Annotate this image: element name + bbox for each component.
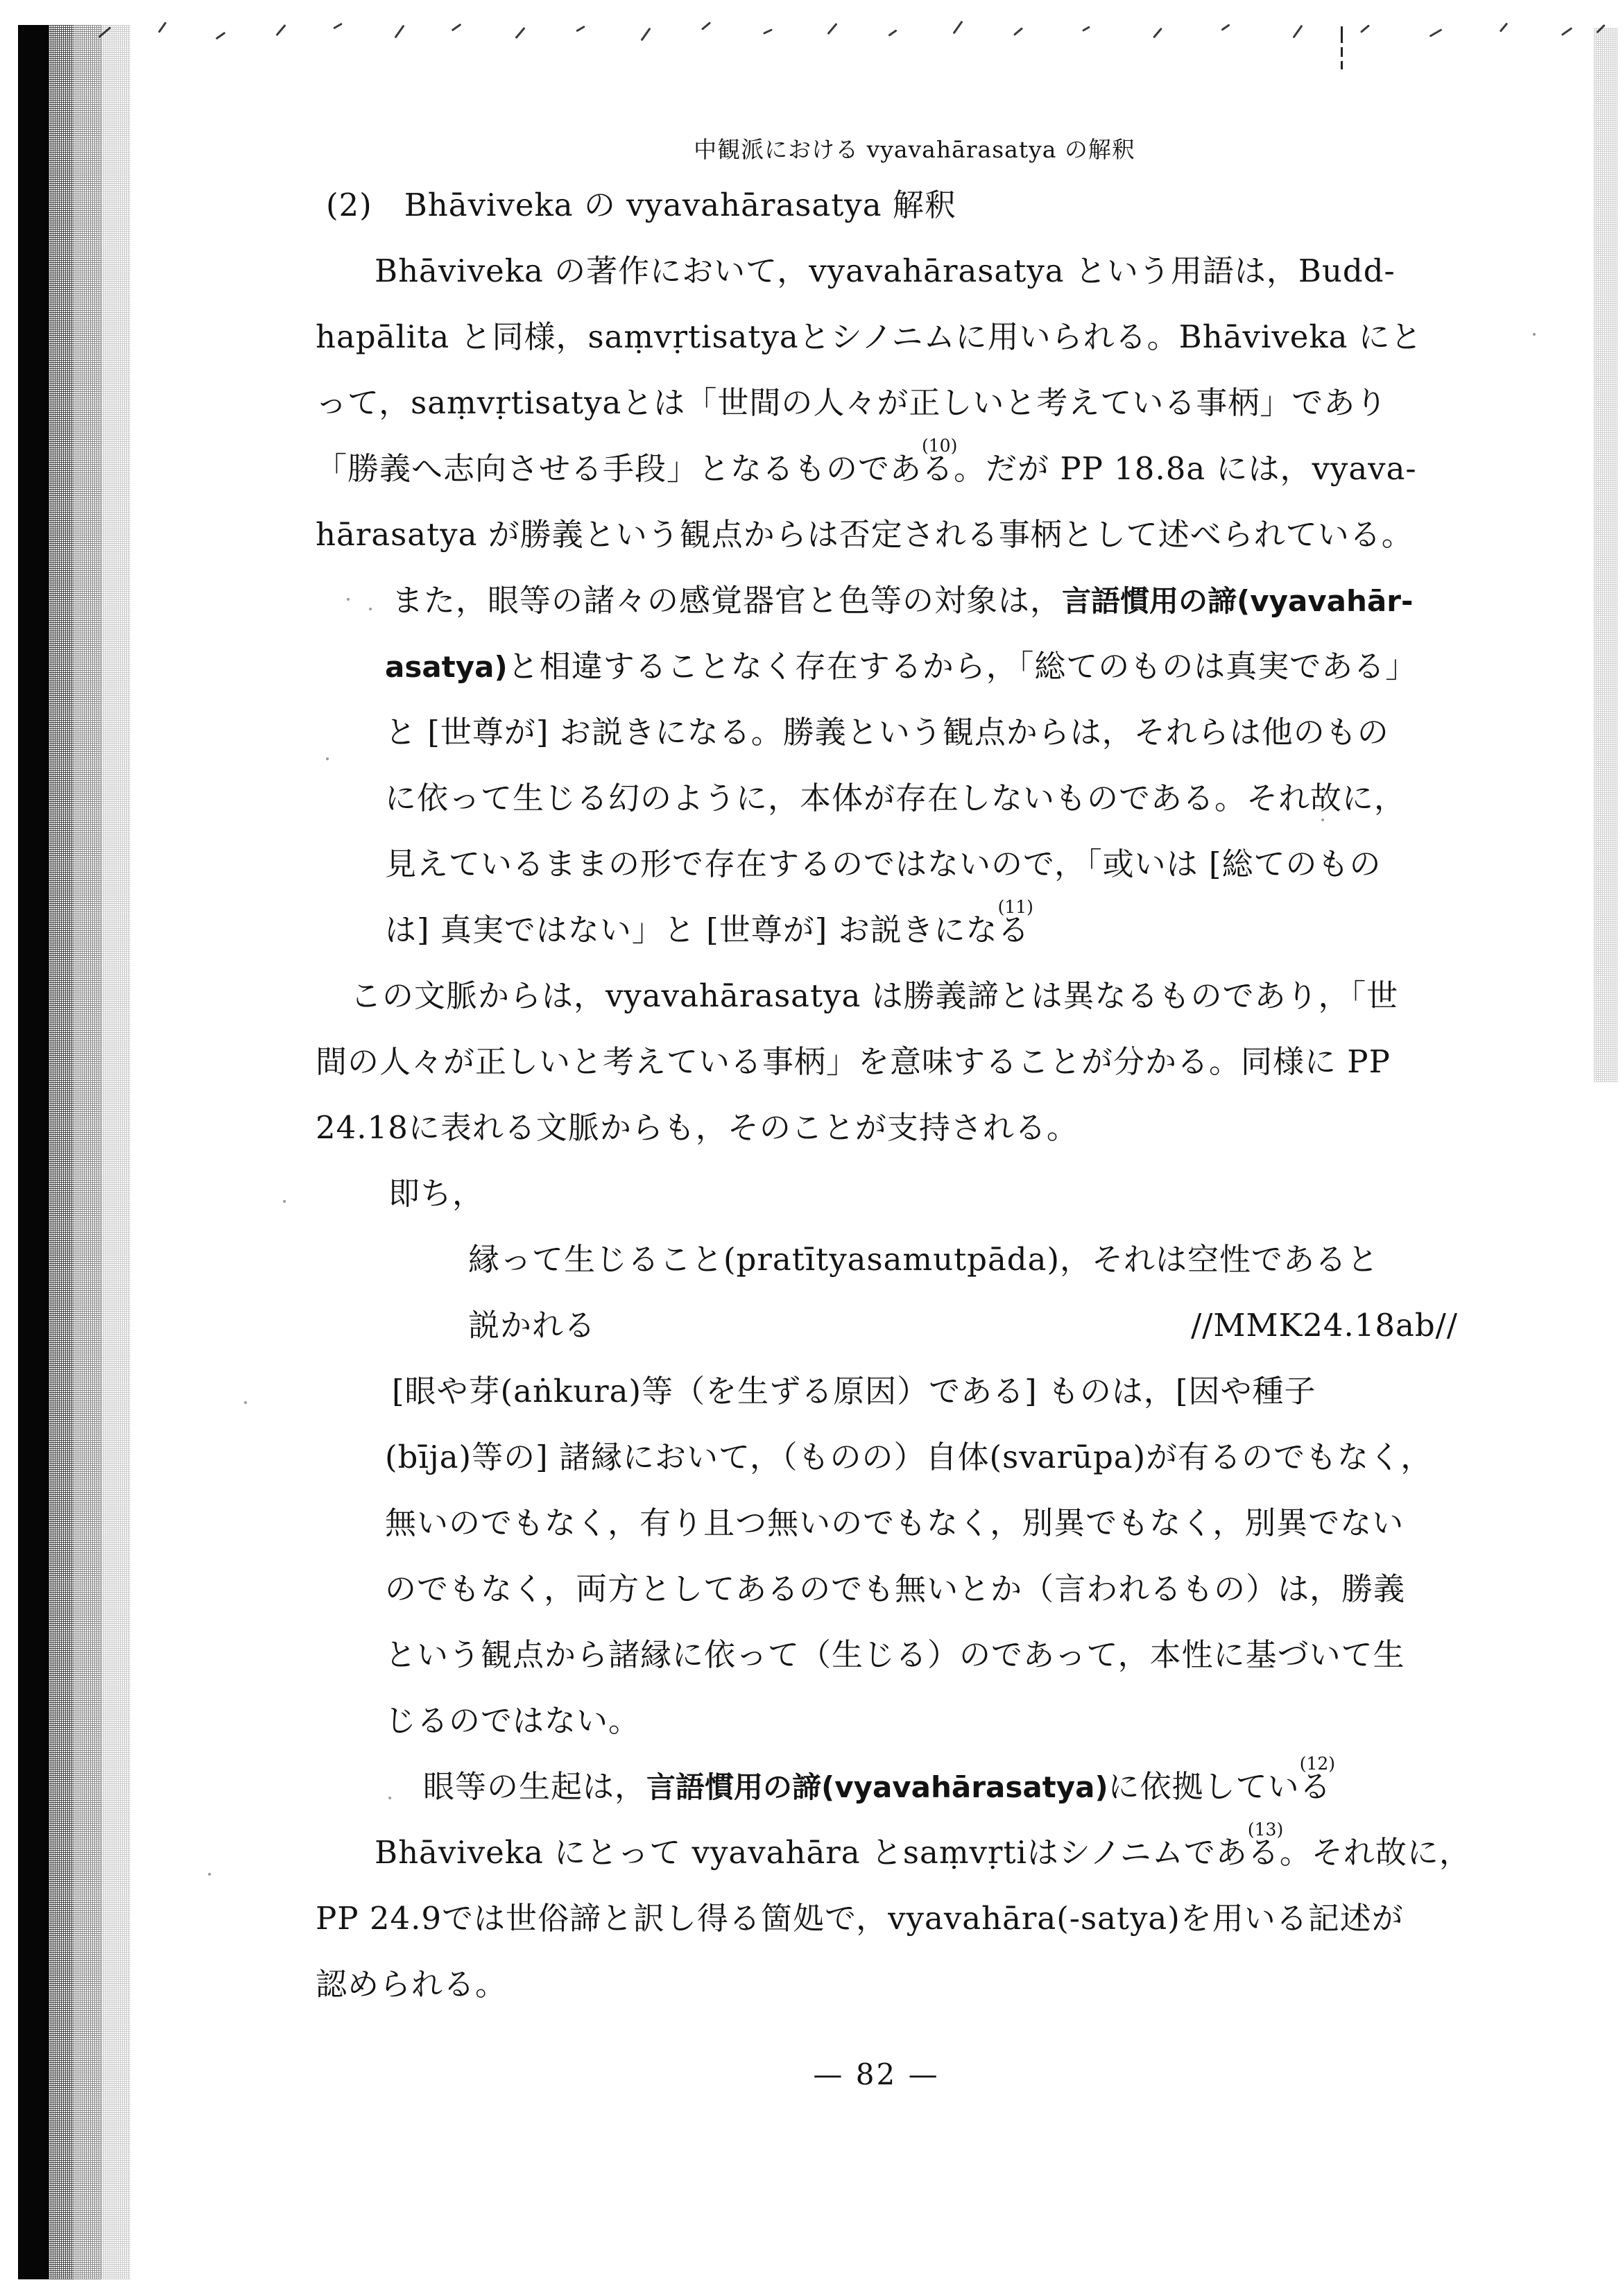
- text-segment: 認められる。: [316, 1966, 508, 2003]
- text-segment: 24.18に表れる文脈からも，そのことが支持される。: [316, 1109, 1079, 1146]
- text-line: [316, 502, 1475, 567]
- text-line: [316, 238, 1475, 304]
- scan-noise-dash: [1341, 47, 1343, 57]
- scan-noise-tick: [1013, 27, 1023, 36]
- scan-noise-tick: [888, 29, 897, 36]
- text-line: [316, 1095, 1475, 1160]
- scan-noise-band: [49, 25, 74, 2279]
- scan-noise-dash: [1341, 61, 1343, 69]
- scan-noise-tick: [1561, 27, 1572, 36]
- text-line: [316, 1160, 1475, 1226]
- text-segment: また，眼等の諸々の感覚器官と色等の対象は，: [392, 582, 1063, 619]
- scan-noise-tick: [452, 24, 462, 32]
- scan-noise-tick: [701, 22, 711, 31]
- scan-noise-dash: [1341, 26, 1343, 43]
- text-segment: 説かれる: [468, 1307, 596, 1344]
- emphasis-segment: asatya): [385, 650, 508, 684]
- scan-noise-dot: [283, 1200, 286, 1203]
- text-line: [316, 963, 1475, 1029]
- text-line: [316, 1029, 1475, 1095]
- text-segment: に依拠している: [1108, 1768, 1332, 1805]
- text-line: [316, 831, 1475, 897]
- text-segment: 即ち，: [388, 1175, 485, 1212]
- text-line: [316, 304, 1475, 370]
- scan-noise-tick: [827, 23, 837, 35]
- scan-noise-tick: [576, 26, 585, 33]
- text-line: [316, 1490, 1475, 1556]
- text-column: [316, 172, 1475, 2017]
- scan-noise-tick: [1500, 22, 1509, 32]
- text-segment: に依って生じる幻のように，本体が存在しないものである。それ故に，: [385, 780, 1407, 816]
- text-segment: [眼や芽(aṅkura)等（を生ずる原因）である] ものは，[因や種子: [392, 1373, 1316, 1410]
- text-segment: Bhāviveka の著作において，vyavahārasatya という用語は，Budd-: [375, 252, 1396, 289]
- scan-noise-tick: [1153, 28, 1162, 39]
- scan-noise-dot: [244, 1401, 247, 1404]
- text-segment: この文脈からは，vyavahārasatya は勝義諦とは異なるものであり，「世: [350, 977, 1399, 1014]
- scan-noise-dot: [208, 1873, 211, 1876]
- scan-noise-tick: [515, 27, 525, 39]
- text-line: [316, 370, 1475, 436]
- text-line: [316, 1688, 1475, 1754]
- text-segment: って，saṃvṛtisatyaとは「世間の人々が正しいと考えている事柄」であり: [316, 384, 1388, 421]
- text-segment: 間の人々が正しいと考えている事柄」を意味することが分かる。同様に PP: [316, 1043, 1391, 1080]
- text-line: [316, 1622, 1475, 1688]
- scan-noise-tick: [394, 25, 404, 39]
- text-line: [316, 1226, 1475, 1292]
- text-line: [316, 1951, 1475, 2017]
- scan-noise-band: [101, 25, 130, 2279]
- text-segment: 「勝義へ志向させる手段」となるものである: [316, 450, 954, 487]
- text-segment: 眼等の生起は，: [423, 1768, 647, 1805]
- scan-binding-band: [18, 25, 49, 2279]
- text-segment: という観点から諸縁に依って（生じる）のであって，本性に基づいて生: [385, 1636, 1405, 1673]
- text-segment: Bhāviveka にとって vyavahāra とsaṃvṛtiはシノニムである: [375, 1834, 1280, 1871]
- scan-noise-tick: [952, 21, 963, 35]
- text-segment: 。だが PP 18.8a には，vyava-: [954, 450, 1417, 487]
- text-segment: と相違することなく存在するから，「総てのものは真実である」: [507, 648, 1418, 685]
- text-segment: (bīja)等の] 諸縁において，（ものの）自体(svarūpa)が有るのでもなく，: [385, 1439, 1433, 1475]
- text-line: 眼等の生起は，言語慣用の諦(vyavahārasatya)に依拠している(12): [423, 1754, 1336, 1805]
- scan-noise-tick: [640, 28, 651, 42]
- scan-noise-tick: [216, 32, 226, 40]
- scan-noise-tick: [158, 22, 167, 33]
- text-line: Bhāviveka にとって vyavahāra とsaṃvṛtiはシノニムである(13)。それ故に，: [375, 1819, 1471, 1871]
- text-line: [316, 1292, 1475, 1358]
- text-line: [316, 1358, 1475, 1424]
- scan-noise-tick: [763, 28, 773, 35]
- text-segment: じるのではない。: [385, 1702, 641, 1739]
- text-segment: は] 真実ではない」と [世尊が] お説きになる: [385, 911, 1030, 948]
- scan-noise-tick: [1429, 28, 1443, 37]
- text-line: [316, 1556, 1475, 1622]
- text-line: は] 真実ではない」と [世尊が] お説きになる(11): [385, 897, 1033, 948]
- scan-noise-dot: [1533, 333, 1536, 336]
- scan-noise-tick: [1221, 24, 1230, 31]
- text-line: [316, 172, 1475, 238]
- page-number: — 82 —: [813, 2057, 940, 2091]
- text-segment: のでもなく，両方としてあるのでも無いとか（言われるもの）は，勝義: [385, 1570, 1406, 1607]
- text-line: 「勝義へ志向させる手段」となるものである(10)。だが PP 18.8a には，vyava-: [316, 436, 1417, 487]
- text-segment: 見えているままの形で存在するのではないので，「或いは [総てのもの: [385, 846, 1382, 882]
- scan-noise-tick: [275, 24, 286, 36]
- text-segment: (2) Bhāviveka の vyavahārasatya 解釈: [326, 187, 956, 223]
- text-line: [316, 1424, 1475, 1490]
- scan-noise-tick: [1292, 25, 1303, 39]
- text-segment: PP 24.9では世俗諦と訳し得る箇処で，vyavahāra(-satya)を用いる記述が: [316, 1900, 1404, 1937]
- text-line: [316, 633, 1475, 699]
- scan-noise-tick: [1360, 24, 1370, 33]
- text-segment: hārasatya が勝義という観点からは否定される事柄として述べられている。: [316, 516, 1414, 553]
- verse-reference: //MMK24.18ab//: [1191, 1307, 1458, 1344]
- text-segment: 縁って生じること(pratītyasamutpāda)，それは空性であると: [468, 1241, 1379, 1278]
- running-header: 中観派における vyavahārasatya の解釈: [694, 136, 1135, 163]
- text-segment: hapālita と同様，saṃvṛtisatyaとシノニムに用いられる。Bhāviveka にと: [316, 318, 1423, 355]
- scan-noise-band: [74, 25, 101, 2279]
- emphasis-segment: 言語慣用の諦(vyavahārasatya): [646, 1770, 1108, 1804]
- text-segment: 無いのでもなく，有り且つ無いのでもなく，別異でもなく，別異でない: [385, 1505, 1405, 1541]
- text-line: [316, 567, 1475, 633]
- scan-noise-tick: [333, 23, 343, 30]
- text-segment: 。それ故に，: [1279, 1834, 1471, 1871]
- text-line: [316, 765, 1475, 831]
- scan-noise-band-right: [1594, 28, 1617, 1082]
- scan-noise-tick: [1082, 26, 1090, 32]
- text-segment: と [世尊が] お説きになる。勝義という観点からは，それらは他のもの: [385, 714, 1389, 751]
- text-line: [316, 699, 1475, 765]
- emphasis-segment: 言語慣用の諦(vyavahār-: [1062, 584, 1414, 618]
- text-line: [316, 1885, 1475, 1951]
